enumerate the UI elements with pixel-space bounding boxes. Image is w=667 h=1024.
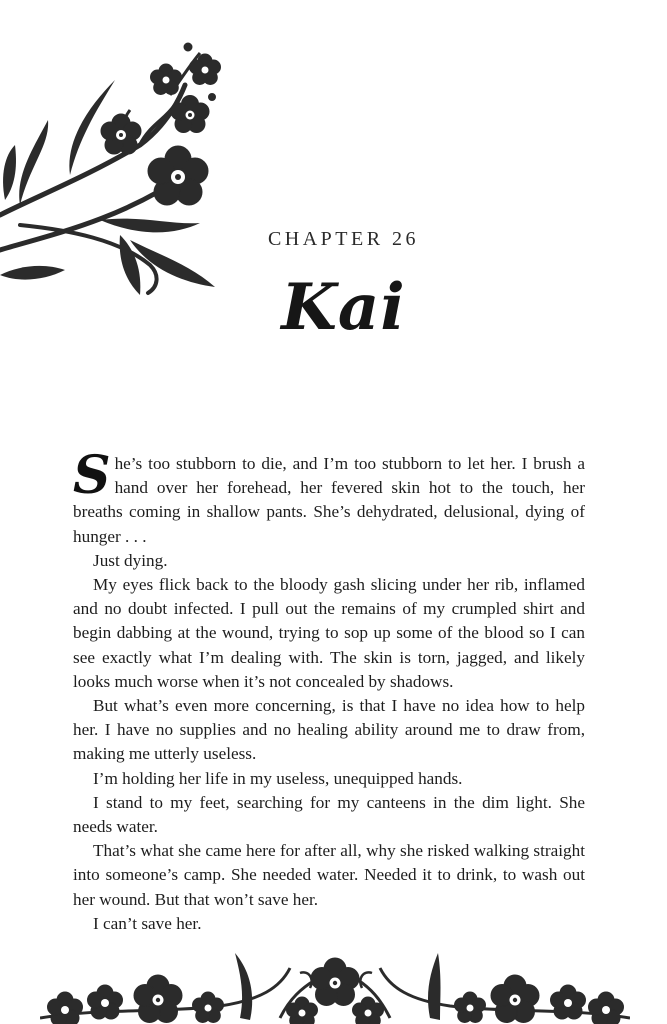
paragraph: I stand to my feet, searching for my canteens in the dim light. She needs water. <box>73 792 585 837</box>
paragraph: My eyes flick back to the bloody gash slicing under her rib, inflamed and no doubt infected. I pull out the remains of my crumpled shirt and begin dabbing at the wound, trying to sop up some of the blood so I can see exactly what I’m dealing with. The skin is torn, jagged, and likely looks much worse when it’s not concealed by shadows. <box>73 575 585 691</box>
chapter-title: Kai <box>281 270 406 345</box>
paragraph: I’m holding her life in my useless, unequipped hands. <box>93 768 463 788</box>
paragraph: Just dying. <box>93 550 168 570</box>
chapter-body <box>73 445 585 936</box>
paragraph <box>73 445 585 549</box>
chapter-label: CHAPTER 26 <box>267 228 420 250</box>
flower-branch-icon <box>0 25 230 305</box>
drop-cap: S <box>73 445 111 506</box>
flower-border-icon <box>40 948 630 1024</box>
paragraph: I can’t save her. <box>93 913 202 933</box>
paragraph-text: he’s too stubborn to die, and I’m too stubborn to let her. I brush a hand over her forehead, her fevered skin hot to the touch, her breaths coming in shallow pants. She’s dehydrated, delusional, dying of hunger . . . <box>73 454 585 546</box>
paragraph: But what’s even more concerning, is that I have no idea how to help her. I have no supplies and no healing ability around me to draw from, making me utterly useless. <box>73 696 585 764</box>
paragraph: That’s what she came here for after all, why she risked walking straight into someone’s camp. She needed water. Needed it to drink, to wash out her wound. But that won’t save her. <box>73 841 585 909</box>
